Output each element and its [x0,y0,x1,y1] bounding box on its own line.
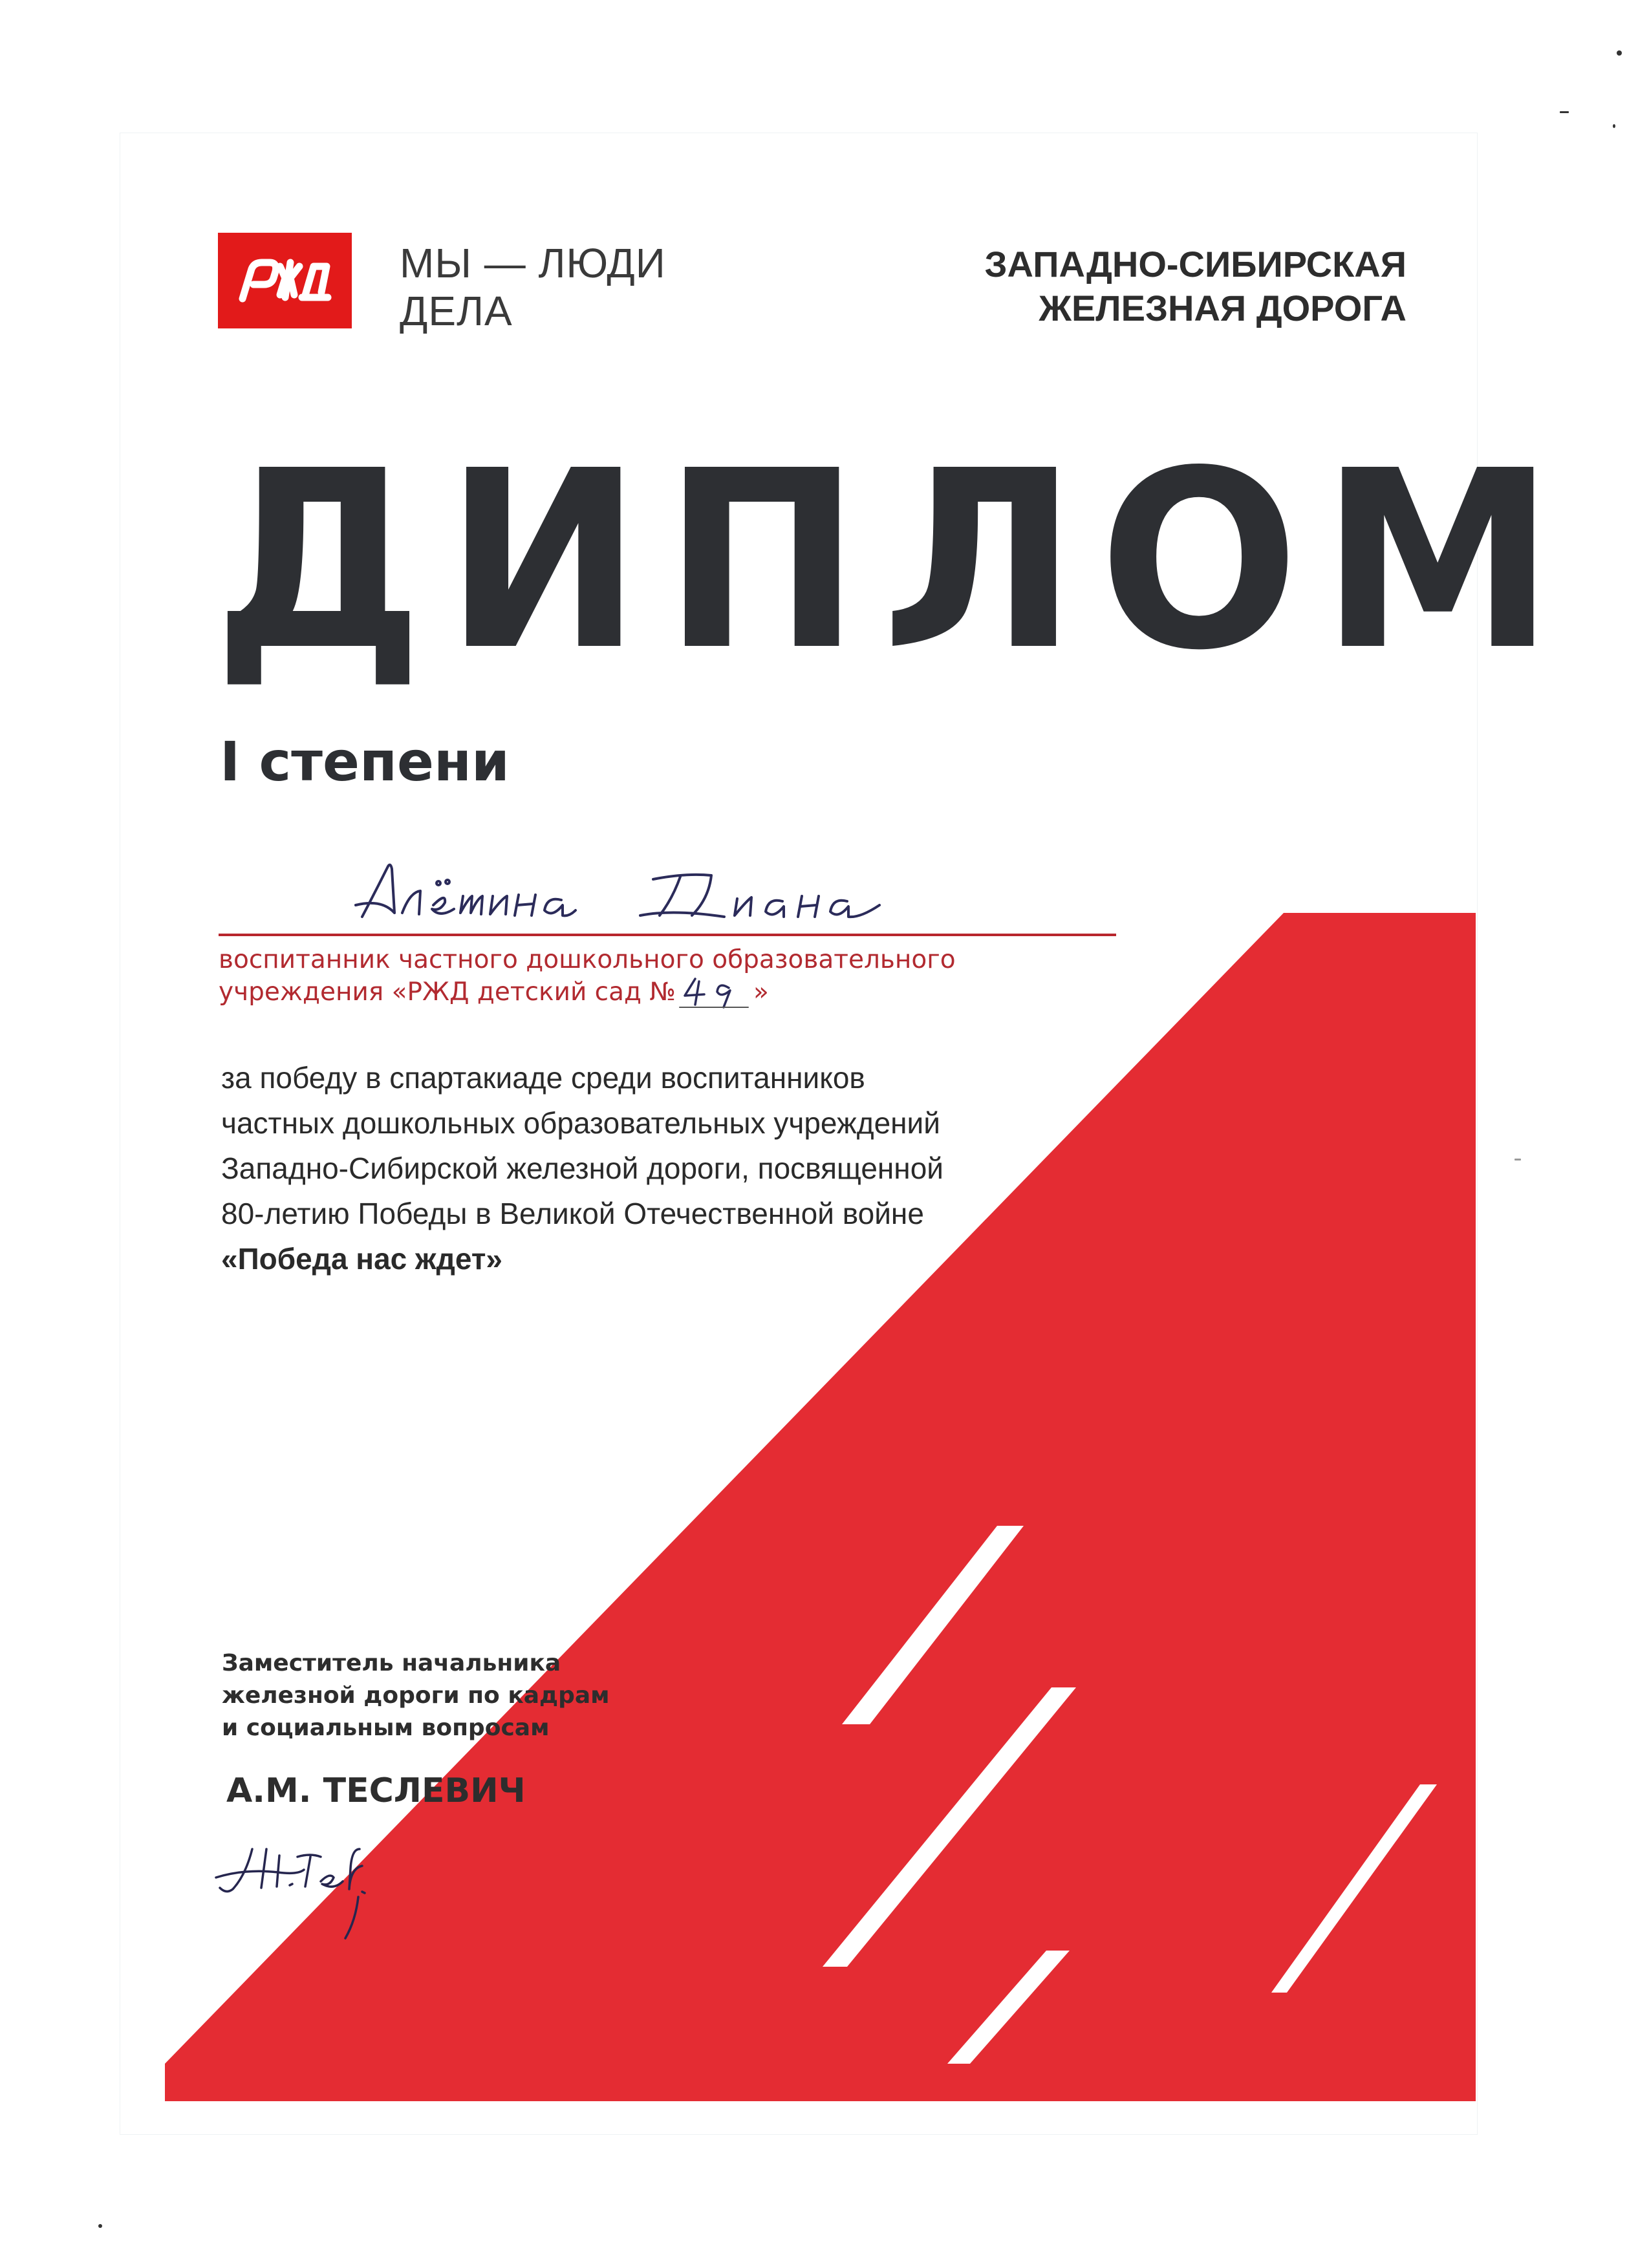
handwritten-signature [207,1830,401,1959]
reason-line-1: за победу в спартакиаде среди воспитанников [221,1061,865,1095]
railway-name-line-2: ЖЕЛЕЗНАЯ ДОРОГА [1039,288,1406,328]
institution [219,944,956,1009]
recipient-name-handwritten [349,853,1002,931]
scan-speck [1613,124,1615,128]
scan-speck [1514,1159,1521,1161]
handwriting-recipient-name [349,853,1002,931]
signatory-position-line-1: Заместитель начальника [222,1650,561,1676]
reason-line-3: Западно-Сибирской железной дороги, посвященной [221,1151,943,1185]
institution-line-2-prefix: учреждения «РЖД детский сад № [219,978,676,1007]
scan-speck [1560,111,1569,113]
slogan-line-1: МЫ — ЛЮДИ [400,240,666,286]
event-name: «Победа нас ждет» [221,1242,502,1276]
signatory-name: А.М. ТЕСЛЕВИЧ [226,1771,526,1810]
award-reason [221,1055,943,1281]
signatory-position-line-2: железной дороги по кадрам [222,1682,610,1709]
scan-speck [1617,50,1622,56]
railway-name-line-1: ЗАПАДНО-СИБИРСКАЯ [984,244,1406,284]
kindergarten-number-handwritten [676,976,753,1009]
slogan-line-2: ДЕЛА [400,288,513,334]
scan-speck [98,2224,102,2228]
recipient-name-underline [219,934,1116,936]
diploma-title: ДИПЛОМ [213,418,1577,704]
signature [207,1830,401,1959]
signatory-position-line-3: и социальным вопросам [222,1715,550,1741]
handwriting-number-49 [676,972,753,1011]
signatory-position [222,1647,610,1744]
institution-line-1: воспитанник частного дошкольного образовательного [219,945,956,974]
institution-line-2 [219,976,956,1009]
reason-line-2: частных дошкольных образовательных учреждений [221,1106,940,1140]
reason-line-4: 80-летию Победы в Великой Отечественной войне [221,1197,924,1230]
diploma-degree: I степени [220,730,510,793]
institution-line-2-suffix: » [753,978,769,1007]
